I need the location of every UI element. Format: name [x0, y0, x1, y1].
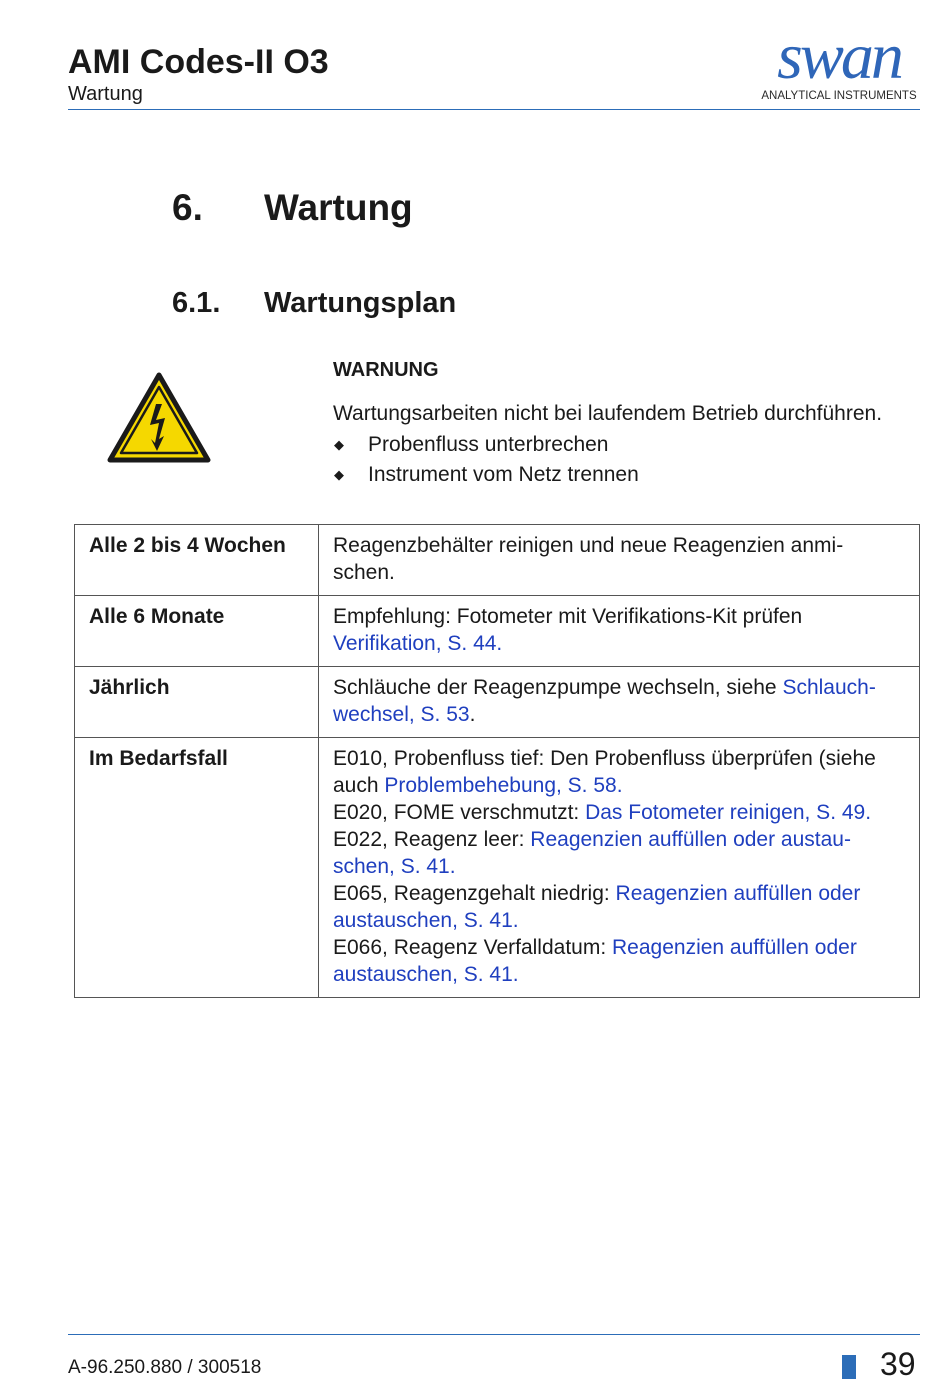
task-cell: [319, 738, 920, 998]
logo-word: swan: [777, 26, 901, 93]
warning-item: ◆ Instrument vom Netz trennen: [333, 460, 639, 490]
page-number: 39: [880, 1346, 916, 1382]
error-code-line: E065, Reagenzgehalt niedrig: Reagenzien auffüllen oder austauschen, S. 41.: [333, 882, 861, 932]
bullet-icon: ◆: [334, 467, 344, 482]
error-code-line: E020, FOME verschmutzt: Das Fotometer reinigen, S. 49.: [333, 801, 872, 824]
warning-item: ◆ Probenfluss unterbrechen: [333, 430, 639, 460]
cross-reference-link[interactable]: Reagenzien auffüllen oder austauschen, S. 41.: [333, 936, 857, 986]
warning-list: [333, 430, 639, 490]
cross-reference-link[interactable]: Reagenzien auffüllen oder austauschen, S. 41.: [333, 882, 861, 932]
subsection-number: 6.1.: [172, 287, 221, 319]
cross-reference-link[interactable]: Problembehebung, S. 58.: [384, 774, 623, 797]
interval-cell: Alle 6 Monate: [75, 596, 319, 667]
section-heading: [172, 186, 413, 230]
document-code: A-96.250.880 / 300518: [68, 1357, 262, 1378]
table-row: [75, 667, 920, 738]
task-cell: Schläuche der Reagenzpumpe wechseln, siehe Schlauch-wechsel, S. 53.: [319, 667, 920, 738]
error-code-line: E066, Reagenz Verfalldatum: Reagenzien auffüllen oder austauschen, S. 41.: [333, 936, 857, 986]
interval-cell: Alle 2 bis 4 Wochen: [75, 525, 319, 596]
cross-reference-link[interactable]: Verifikation, S. 44.: [333, 632, 503, 655]
bullet-icon: ◆: [334, 437, 344, 452]
error-code-line: E022, Reagenz leer: Reagenzien auffüllen oder austau-schen, S. 41.: [333, 828, 851, 878]
cross-reference-link[interactable]: Das Fotometer reinigen, S. 49.: [585, 801, 872, 824]
interval-cell: Jährlich: [75, 667, 319, 738]
table-row: [75, 596, 920, 667]
document-title: AMI Codes-II O3: [68, 43, 329, 81]
task-cell: Reagenzbehälter reinigen und neue Reagenzien anmi- schen.: [319, 525, 920, 596]
section-title: Wartung: [264, 187, 413, 228]
warning-text: Wartungsarbeiten nicht bei laufendem Betrieb durchführen.: [333, 402, 883, 425]
swan-logo: [756, 26, 922, 104]
table-row: [75, 525, 920, 596]
task-cell: Empfehlung: Fotometer mit Verifikations-Kit prüfen Verifikation, S. 44.: [319, 596, 920, 667]
logo-tagline: ANALYTICAL INSTRUMENTS: [761, 90, 917, 102]
warning-title: WARNUNG: [333, 359, 439, 381]
subsection-title: Wartungsplan: [264, 287, 457, 319]
cross-reference-link[interactable]: Reagenzien auffüllen oder austau-schen, S. 41.: [333, 828, 851, 878]
interval-cell: Im Bedarfsfall: [75, 738, 319, 998]
page-marker: [842, 1355, 856, 1379]
cross-reference-link[interactable]: Schlauch-wechsel, S. 53: [333, 676, 876, 726]
header-rule: [68, 109, 920, 110]
section-number: 6.: [172, 187, 203, 228]
subsection-heading: [172, 286, 456, 320]
table-row: [75, 738, 920, 998]
document-subtitle: Wartung: [68, 83, 143, 105]
high-voltage-warning-icon: [107, 372, 211, 464]
error-code-line: E010, Probenfluss tief: Den Probenfluss überprüfen (siehe auch Problembehebung, S. 58.: [333, 747, 876, 797]
footer-rule: [68, 1334, 920, 1335]
maintenance-schedule-table: [74, 524, 920, 998]
